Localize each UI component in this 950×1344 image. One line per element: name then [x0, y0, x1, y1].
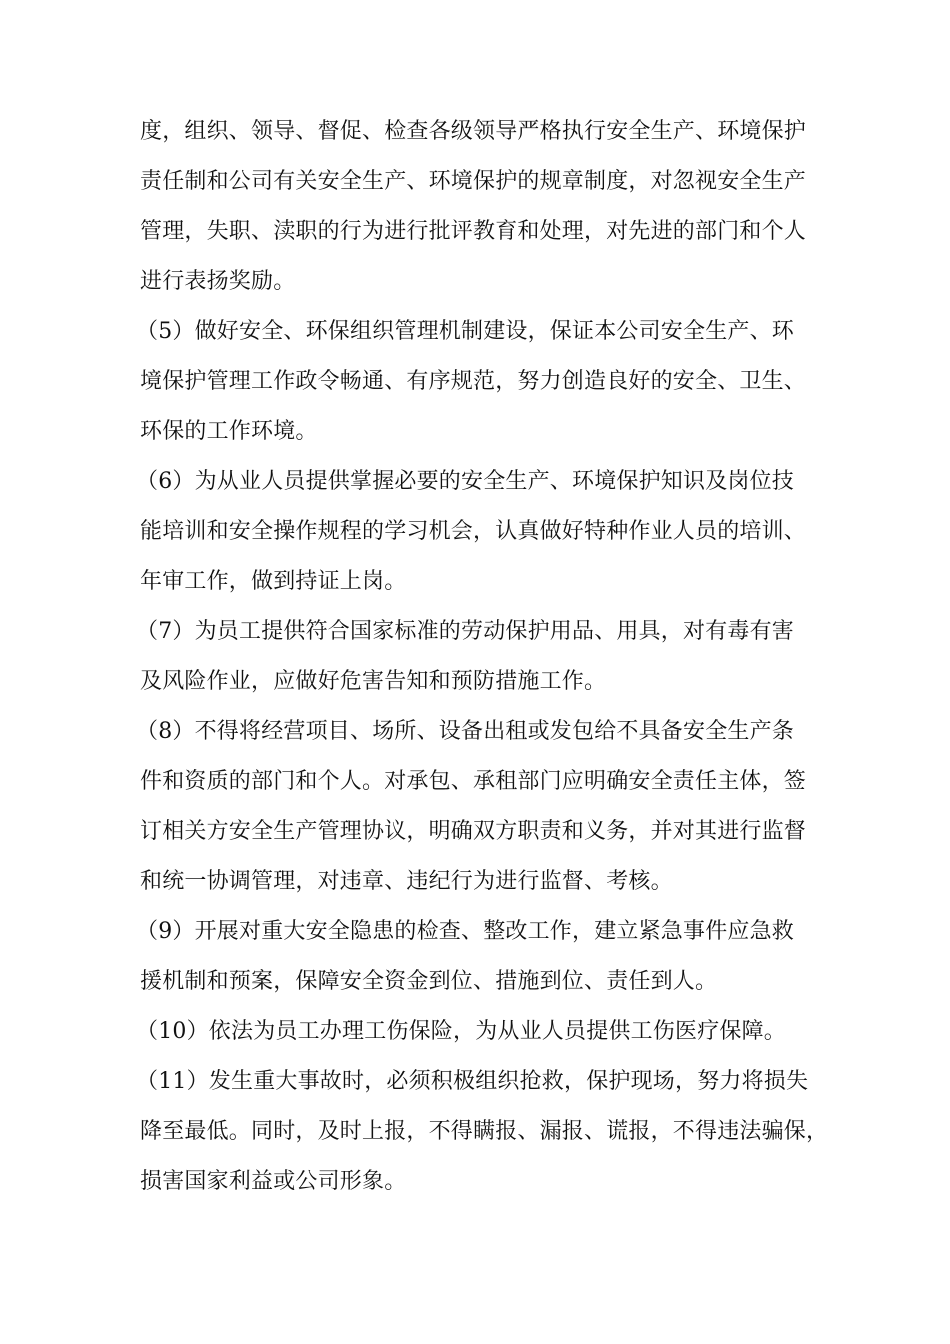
list-item-11-line: （11）发生重大事故时，必须积极组织抢救，保护现场，努力将损失 [136, 1069, 809, 1094]
text-line: 援机制和预案，保障安全资金到位、措施到位、责任到人。 [140, 969, 718, 994]
text-line: 降至最低。同时，及时上报，不得瞒报、漏报、谎报，不得违法骗保， [140, 1119, 829, 1144]
text-line: 年审工作，做到持证上岗。 [140, 569, 407, 594]
text-line: 及风险作业，应做好危害告知和预防措施工作。 [140, 669, 607, 694]
text-line: 和统一协调管理，对违章、违纪行为进行监督、考核。 [140, 869, 673, 894]
text-line: 订相关方安全生产管理协议，明确双方职责和义务，并对其进行监督 [140, 819, 807, 844]
list-item-9-line: （9）开展对重大安全隐患的检查、整改工作，建立紧急事件应急救 [136, 919, 794, 944]
list-item-10-line: （10）依法为员工办理工伤保险，为从业人员提供工伤医疗保障。 [136, 1019, 786, 1044]
text-line: 责任制和公司有关安全生产、环境保护的规章制度，对忽视安全生产 [140, 169, 807, 194]
list-item-6-line: （6）为从业人员提供掌握必要的安全生产、环境保护知识及岗位技 [136, 469, 794, 494]
text-line: 损害国家利益或公司形象。 [140, 1169, 407, 1194]
text-line: 境保护管理工作政令畅通、有序规范，努力创造良好的安全、卫生、 [140, 369, 807, 394]
text-line: 进行表扬奖励。 [140, 269, 296, 294]
list-item-5-line: （5）做好安全、环保组织管理机制建设，保证本公司安全生产、环 [136, 319, 794, 344]
text-line: 度，组织、领导、督促、检查各级领导严格执行安全生产、环境保护 [140, 119, 807, 144]
text-line: 管理，失职、渎职的行为进行批评教育和处理，对先进的部门和个人 [140, 219, 807, 244]
text-line: 能培训和安全操作规程的学习机会，认真做好特种作业人员的培训、 [140, 519, 807, 544]
text-line: 件和资质的部门和个人。对承包、承租部门应明确安全责任主体，签 [140, 769, 807, 794]
list-item-7-line: （7）为员工提供符合国家标准的劳动保护用品、用具，对有毒有害 [136, 619, 794, 644]
text-line: 环保的工作环境。 [140, 419, 318, 444]
list-item-8-line: （8）不得将经营项目、场所、设备出租或发包给不具备安全生产条 [136, 719, 794, 744]
